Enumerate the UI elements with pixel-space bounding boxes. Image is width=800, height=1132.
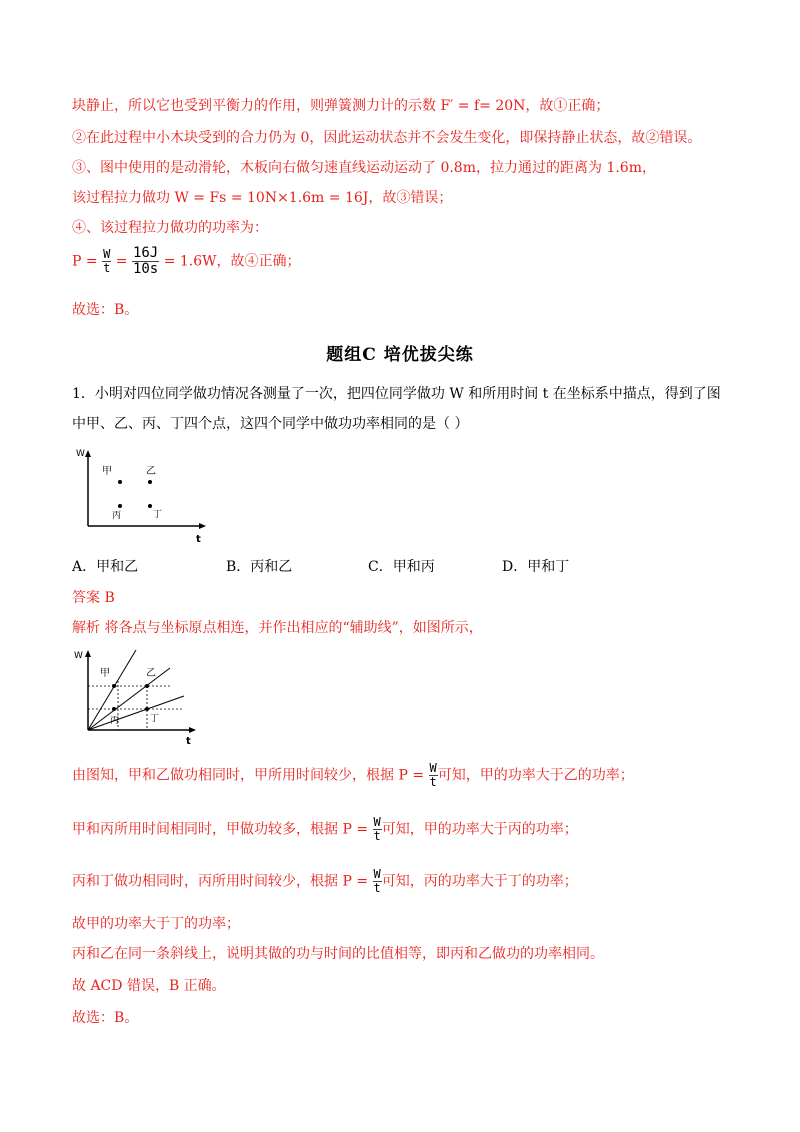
section-title: 题组C 培优拔尖练 [326,345,474,365]
point-bing [112,707,116,711]
answer-label: 答案 B [72,590,115,606]
point-ding [145,707,149,711]
fraction-numerator: W [373,815,381,829]
y-axis-arrow [85,650,91,657]
explanation-text: 由图知，甲和乙做功相同时，甲所用时间较少，根据 P = [72,767,429,784]
y-axis-label: W [76,449,85,459]
point-label-jia: 甲 [102,466,112,477]
question-graph [70,446,210,546]
y-axis-label: W [74,651,83,661]
formula-equals: = [115,253,132,270]
explanation-line-4: 故甲的功率大于丁的功率； [72,916,240,932]
fraction-w-over-t [373,816,382,843]
explanation-line-1 [72,762,634,789]
fraction-w-over-t [102,248,111,275]
explanation-line-6: 故 ACD 错误，B 正确。 [72,978,226,994]
formula-result: = 1.6W，故④正确； [163,253,301,270]
point-label-ding: 丁 [150,714,160,724]
explanation-text: 可知，丙的功率大于丁的功率； [381,873,578,890]
analysis-graph [70,646,210,746]
point-label-jia: 甲 [100,668,110,679]
x-axis-label: t [186,736,191,746]
fraction-w-over-t [429,762,438,789]
point-bing [118,504,122,508]
explanation-line-2 [72,816,578,843]
option-b[interactable]: B．丙和乙 [226,559,293,575]
point-label-ding: 丁 [153,510,163,520]
point-yi [148,480,152,484]
solution-line-3: ③、图中使用的是动滑轮，木板向右做匀速直线运动运动了 0.8m，拉力通过的距离为 1.6m， [72,160,656,176]
x-axis-arrow [199,523,206,529]
explanation-line-3 [72,868,578,895]
explanation-line-7: 故选：B。 [72,1010,139,1026]
question-text-1: 1．小明对四位同学做功情况各测量了一次，把四位同学做功 W 和所用时间 t 在坐标系中描点，得到了图 [72,386,721,402]
point-label-yi: 乙 [146,466,156,477]
power-formula [72,246,301,277]
solution-line-1: 块静止，所以它也受到平衡力的作用，则弹簧测力计的示数 F′ = f= 20N，故①正确； [72,98,610,114]
solution-line-5: ④、该过程拉力做功的功率为： [72,220,268,236]
x-axis-arrow [189,727,196,733]
fraction-w-over-t [373,868,382,895]
fraction-denominator: t [373,881,381,895]
fraction-numerator: 16J [132,245,159,261]
analysis-text: 解析 将各点与坐标原点相连，并作出相应的“辅助线”，如图所示， [72,620,483,636]
fraction-16j-over-10s [132,246,159,277]
explanation-text: 可知，甲的功率大于乙的功率； [437,767,634,784]
point-label-bing: 丙 [110,716,120,726]
point-yi [145,684,149,688]
option-a[interactable]: A．甲和乙 [72,559,139,575]
solution-line-4: 该过程拉力做功 W = Fs = 10N×1.6m = 16J，故③错误； [72,190,453,206]
fraction-denominator: t [103,261,111,275]
solution-line-7: 故选：B。 [72,302,139,318]
formula-prefix: P = [72,253,103,270]
fraction-numerator: W [103,247,111,261]
y-axis-arrow [85,450,91,457]
option-d[interactable]: D．甲和丁 [502,559,570,575]
solution-line-2: ②在此过程中小木块受到的合力仍为 0，因此运动状态并不会发生变化，即保持静止状态，故②错误。 [72,130,702,146]
fraction-numerator: W [429,761,437,775]
explanation-line-5: 丙和乙在同一条斜线上，说明其做的功与时间的比值相等，即丙和乙做功的功率相同。 [72,946,604,962]
point-ding [148,504,152,508]
explanation-text: 可知，甲的功率大于丙的功率； [381,821,578,838]
explanation-text: 丙和丁做功相同时，丙所用时间较少，根据 P = [72,873,373,890]
fraction-denominator: t [429,775,437,789]
fraction-denominator: 10s [132,261,159,277]
fraction-numerator: W [373,867,381,881]
question-text-2: 中甲、乙、丙、丁四个点，这四个同学中做功功率相同的是（ ） [72,416,469,432]
point-jia [118,480,122,484]
option-c[interactable]: C．甲和丙 [368,559,435,575]
x-axis-label: t [196,534,201,545]
point-label-bing: 丙 [112,511,122,521]
point-label-yi: 乙 [146,668,156,679]
fraction-denominator: t [373,829,381,843]
line-ding [88,696,184,730]
explanation-text: 甲和丙所用时间相同时，甲做功较多，根据 P = [72,821,373,838]
point-jia [112,684,116,688]
